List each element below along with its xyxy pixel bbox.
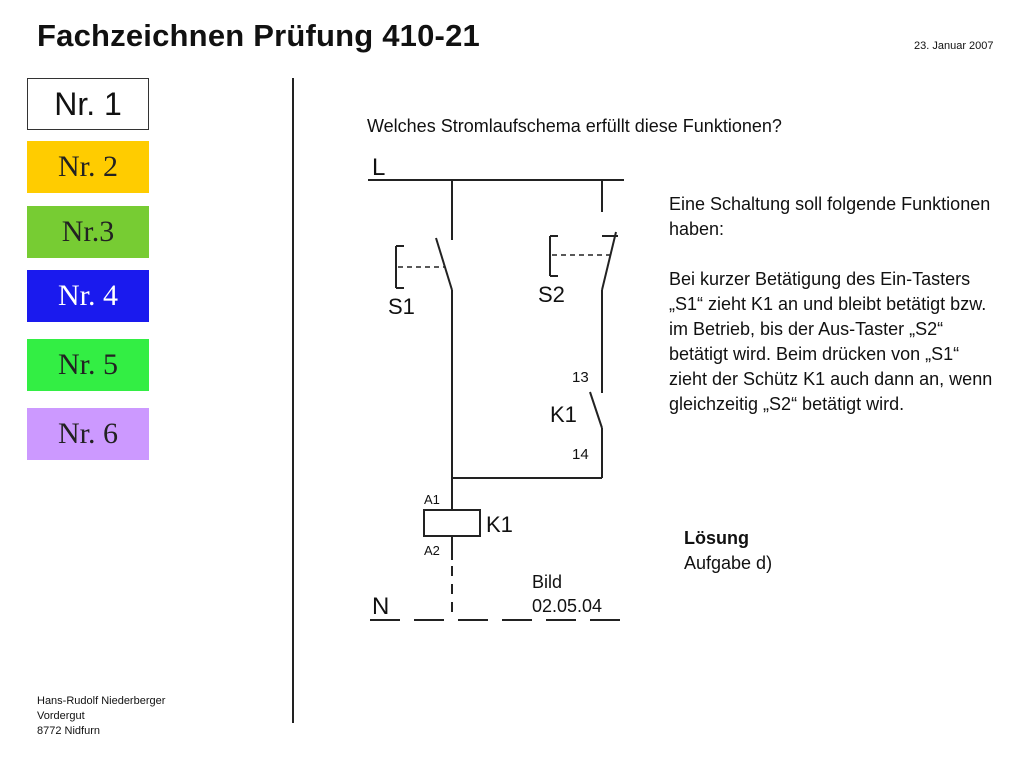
nav-button-1[interactable]: Nr. 1 [27, 78, 149, 130]
description-intro: Eine Schaltung soll folgende Funktionen haben: [669, 194, 991, 239]
coil-a2-label: A2 [424, 543, 440, 558]
author-city: 8772 Nidfurn [37, 725, 100, 737]
s1-contact [436, 238, 452, 290]
line-l-label: L [372, 154, 386, 181]
s1-label: S1 [388, 294, 415, 319]
solution-label: Lösung [684, 528, 749, 548]
nav-button-4[interactable]: Nr. 4 [27, 270, 149, 322]
coil-label: K1 [486, 512, 513, 537]
s2-contact [602, 232, 616, 290]
nav-button-6[interactable]: Nr. 6 [27, 408, 149, 460]
task-description [669, 192, 999, 417]
coil-a1-label: A1 [424, 492, 440, 507]
k1-hold-contact [590, 392, 602, 428]
solution-value: Aufgabe d) [684, 553, 773, 573]
line-n-label: N [372, 593, 390, 620]
solution-block [684, 526, 772, 576]
figure-number: 02.05.04 [532, 596, 603, 616]
page-date: 23. Januar 2007 [914, 40, 994, 52]
page-title: Fachzeichnen Prüfung 410-21 [37, 18, 480, 53]
figure-label: Bild [532, 572, 563, 592]
nav-button-3[interactable]: Nr.3 [27, 206, 149, 258]
question-text: Welches Stromlaufschema erfüllt diese Funktionen? [367, 116, 782, 136]
k1-contact-label: K1 [550, 402, 577, 427]
nav-button-5[interactable]: Nr. 5 [27, 339, 149, 391]
nav-button-2[interactable]: Nr. 2 [27, 141, 149, 193]
k1-coil [424, 510, 480, 536]
author-street: Vordergut [37, 710, 85, 722]
author-name: Hans-Rudolf Niederberger [37, 695, 166, 707]
contact-14-label: 14 [572, 446, 589, 463]
description-body: Bei kurzer Betätigung des Ein-Tasters „S1“ zieht K1 an und bleibt betätigt bzw. im Betrieb, bis der Aus-Taster „S2“ betätigt wird. Beim drücken von „S1“ zieht der Schütz K1 auch dann an, wenn gleichzeitig „S2“ betätigt wird. [669, 269, 993, 414]
s2-label: S2 [538, 282, 565, 307]
contact-13-label: 13 [572, 369, 589, 386]
author-info [37, 694, 165, 739]
